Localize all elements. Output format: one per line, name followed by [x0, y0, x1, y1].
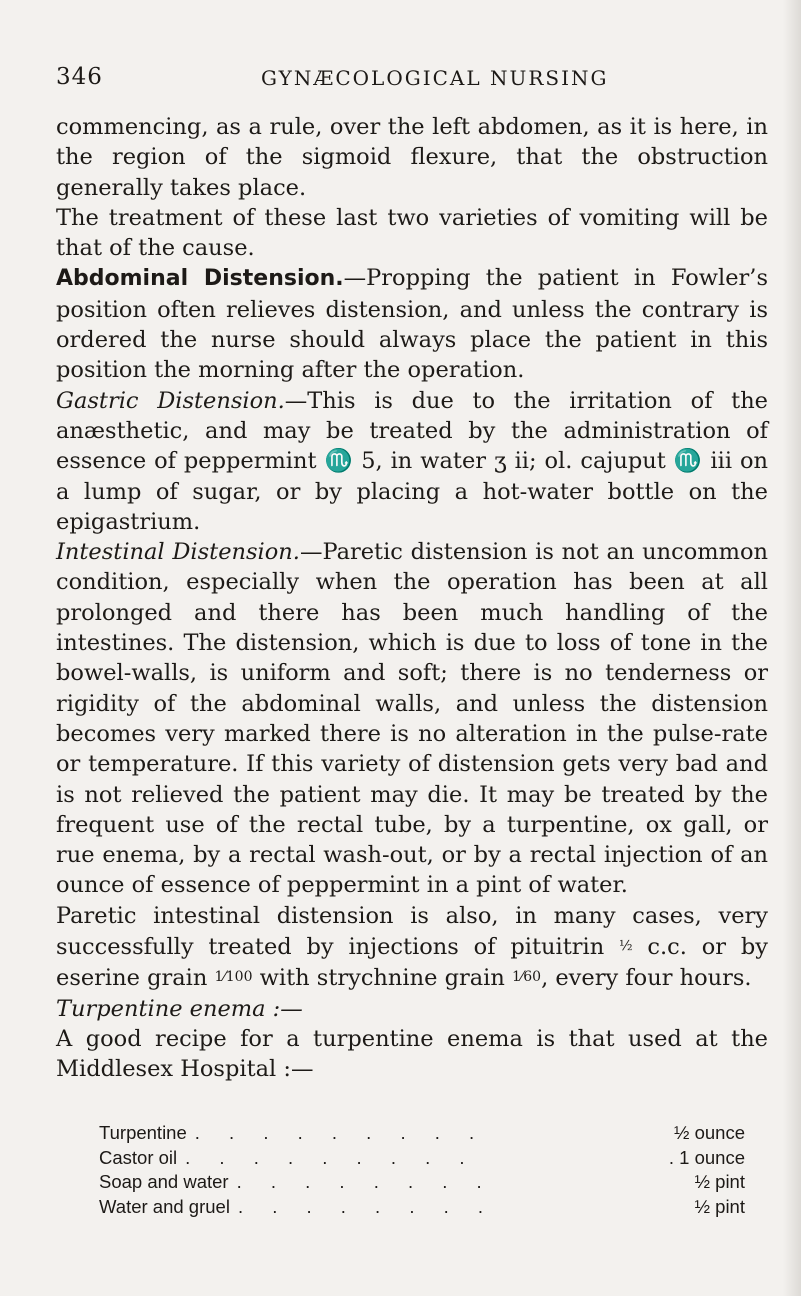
- recipe-ingredient: Turpentine: [99, 1122, 187, 1143]
- paragraph-continued: commencing, as a rule, over the left abdomen, as it is here, in the region of the sigmoid flexure, that the obstruction generally takes place.: [56, 114, 768, 201]
- recipe-row: [99, 1195, 745, 1220]
- intestinal-distension-text: —Paretic distension is not an uncommon condition, especially when the operation has been at all prolonged and there has been much handling of the intestines. The distension, which is due to loss of tone in the bowel-walls, is uniform and soft; there is no tenderness or rigidity of the abdominal walls, and unless the distension becomes very marked there is no alteration in the pulse-rate or temperature. If this variety of distension gets very bad and is not relieved the patient may die. It may be treated by the frequent use of the rectal tube, by a turpentine, ox gall, or rue enema, by a rectal wash-out, or by a rectal injection of an ounce of essence of peppermint in a pint of water.: [56, 539, 768, 899]
- recipe-row: [99, 1146, 745, 1171]
- recipe-ingredient: Soap and water: [99, 1171, 229, 1192]
- recipe-row: [99, 1170, 745, 1195]
- section-heading-abdominal-distension: Abdominal Distension.: [56, 266, 344, 292]
- fraction-half: ½: [619, 938, 633, 955]
- recipe-left: [99, 1121, 486, 1146]
- recipe-table: [99, 1121, 745, 1219]
- recipe-left: [99, 1146, 477, 1171]
- paragraph-recipe-intro: A good recipe for a turpentine enema is that used at the Middlesex Hospital :—: [56, 1025, 768, 1083]
- recipe-amount: ½ pint: [694, 1195, 745, 1217]
- recipe-left: [99, 1170, 494, 1195]
- page-edge-shadow: [783, 0, 801, 1296]
- recipe-row: [99, 1121, 745, 1146]
- recipe-ingredient: Castor oil: [99, 1146, 178, 1168]
- recipe-leader-dots: . . . . . . . . .: [185, 1146, 477, 1168]
- recipe-amount: ½ pint: [694, 1171, 745, 1192]
- recipe-ingredient: Water and gruel: [99, 1195, 230, 1217]
- paretic-text-a: Paretic intestinal distension is also, in many cases, very successfully treated by injections of pituitrin: [56, 902, 768, 961]
- recipe-leader-dots: . . . . . . . . .: [194, 1122, 487, 1143]
- paragraph-abdominal-distension: [56, 263, 768, 385]
- gastric-distension-text: —This is due to the irritation of the anæsthetic, and may be treated by the administration of essence of peppermint ♏ 5, in water ʒ ii; ol. cajuput ♏ iii on a lump of sugar, or by placing a hot-water bottle on the epigastrium.: [56, 387, 768, 535]
- paragraph-vomiting-treatment: The treatment of these last two varieties of vomiting will be that of the cause.: [56, 204, 768, 262]
- fraction-one-sixtieth: 1⁄60: [512, 969, 542, 986]
- subheading-gastric-distension: Gastric Distension.: [56, 387, 285, 414]
- running-head: GYNÆCOLOGICAL NURSING: [261, 66, 609, 90]
- paragraph-gastric-distension: [56, 386, 768, 537]
- abdominal-distension-text: —Propping the patient in Fowler’s position often relieves distension, and unless the contrary is ordered the nurse should always place the patient in this position the morning after the operation.: [56, 265, 768, 384]
- page-number: 346: [56, 64, 103, 90]
- paretic-text-b: c.c. or by eserine grain: [56, 934, 768, 992]
- paragraph-paretic-treatment: [56, 901, 768, 994]
- subheading-turpentine-enema: Turpentine enema :—: [56, 995, 303, 1022]
- recipe-leader-dots: . . . . . . . .: [236, 1171, 494, 1192]
- fraction-one-hundredth: 1⁄100: [214, 969, 253, 986]
- paretic-text-d: , every four hours.: [541, 965, 752, 992]
- paragraph-intestinal-distension: [56, 537, 768, 901]
- recipe-left: [99, 1195, 495, 1220]
- recipe-amount: ½ ounce: [674, 1122, 745, 1143]
- subheading-intestinal-distension: Intestinal Distension.: [56, 539, 300, 566]
- body-text: [56, 112, 768, 1085]
- recipe-leader-dots: . . . . . . . .: [237, 1195, 496, 1217]
- recipe-amount: . 1 ounce: [668, 1146, 745, 1168]
- paretic-text-c: with strychnine grain: [259, 965, 505, 992]
- page-header: [56, 64, 756, 94]
